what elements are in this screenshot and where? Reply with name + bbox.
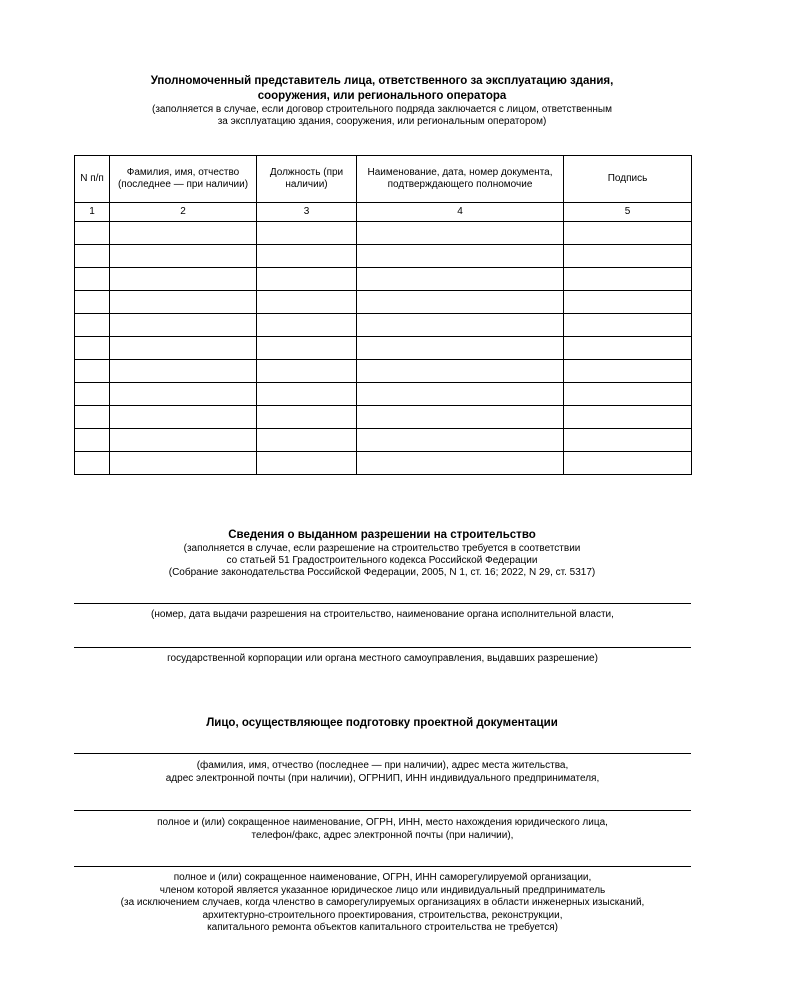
designer-caption-1 (74, 760, 691, 785)
representatives-table (74, 155, 692, 475)
col-number-2: 2 (110, 203, 257, 222)
designer-caption-3-line1: полное и (или) сокращенное наименование, ОГРН, ИНН саморегулируемой организации, (173, 872, 592, 883)
table-cell[interactable] (357, 245, 564, 268)
table-cell[interactable] (357, 452, 564, 475)
table-cell[interactable] (564, 360, 692, 383)
table-cell[interactable] (357, 406, 564, 429)
table-cell[interactable] (110, 245, 257, 268)
col-number-5: 5 (564, 203, 692, 222)
table-cell[interactable] (75, 383, 110, 406)
table-numbering-row (75, 203, 692, 222)
permit-fill-line-2[interactable] (74, 647, 691, 648)
table-cell[interactable] (357, 268, 564, 291)
designer-caption-3-line4: архитектурно-строительного проектирования, строительства, реконструкции, (202, 909, 563, 921)
table-row (75, 452, 692, 475)
table-cell[interactable] (257, 452, 357, 475)
table-cell[interactable] (564, 429, 692, 452)
permit-caption-1: (номер, дата выдачи разрешения на строительство, наименование органа исполнительной власти, (151, 609, 614, 620)
representative-note-line1: (заполняется в случае, если договор строительного подряда заключается с лицом, ответственным (152, 104, 612, 115)
designer-section-header (74, 716, 690, 731)
table-row (75, 360, 692, 383)
col-header-full-name: Фамилия, имя, отчество (последнее — при наличии) (110, 156, 257, 203)
table-row (75, 291, 692, 314)
table-cell[interactable] (257, 337, 357, 360)
designer-caption-3-line2: членом которой является указанное юридическое лицо или индивидуальный предприниматель (159, 884, 606, 896)
table-cell[interactable] (110, 314, 257, 337)
designer-caption-2-line2: телефон/факс, адрес электронной почты (при наличии), (251, 829, 514, 841)
col-number-1: 1 (75, 203, 110, 222)
table-cell[interactable] (257, 383, 357, 406)
col-header-authority-document: Наименование, дата, номер документа, подтверждающего полномочие (357, 156, 564, 203)
table-cell[interactable] (564, 314, 692, 337)
table-cell[interactable] (75, 268, 110, 291)
designer-fill-line-2[interactable] (74, 810, 691, 811)
table-row (75, 406, 692, 429)
designer-caption-3-line3: (за исключением случаев, когда членство в саморегулируемых организациях в области инженерных изысканий, (120, 897, 645, 908)
table-cell[interactable] (257, 245, 357, 268)
designer-caption-2 (74, 817, 691, 842)
table-cell[interactable] (257, 406, 357, 429)
table-cell[interactable] (564, 452, 692, 475)
table-cell[interactable] (357, 383, 564, 406)
table-cell[interactable] (75, 406, 110, 429)
table-cell[interactable] (110, 360, 257, 383)
representative-title-line1: Уполномоченный представитель лица, ответственного за эксплуатацию здания, (150, 75, 614, 87)
table-row (75, 222, 692, 245)
designer-caption-2-line1: полное и (или) сокращенное наименование, ОГРН, ИНН, место нахождения юридического лица, (157, 817, 608, 828)
table-row (75, 245, 692, 268)
table-cell[interactable] (564, 245, 692, 268)
table-cell[interactable] (257, 360, 357, 383)
table-cell[interactable] (110, 429, 257, 452)
table-cell[interactable] (110, 337, 257, 360)
table-row (75, 314, 692, 337)
table-row (75, 383, 692, 406)
representative-note-line2: за эксплуатацию здания, сооружения, или региональным оператором) (217, 116, 547, 127)
col-header-position: Должность (при наличии) (257, 156, 357, 203)
table-cell[interactable] (75, 291, 110, 314)
table-cell[interactable] (357, 222, 564, 245)
table-cell[interactable] (110, 222, 257, 245)
table-cell[interactable] (75, 314, 110, 337)
table-cell[interactable] (564, 291, 692, 314)
table-cell[interactable] (564, 268, 692, 291)
representative-section-header (74, 74, 690, 128)
table-cell[interactable] (357, 314, 564, 337)
table-cell[interactable] (110, 406, 257, 429)
table-cell[interactable] (110, 383, 257, 406)
permit-note-line3: (Собрание законодательства Российской Федерации, 2005, N 1, ст. 16; 2022, N 29, ст. 5317) (168, 567, 596, 578)
permit-title: Сведения о выданном разрешении на строительство (228, 529, 536, 541)
designer-fill-line-3[interactable] (74, 866, 691, 867)
table-cell[interactable] (564, 222, 692, 245)
designer-caption-1-line1: (фамилия, имя, отчество (последнее — при наличии), адрес места жительства, (196, 760, 569, 771)
table-cell[interactable] (75, 222, 110, 245)
col-number-4: 4 (357, 203, 564, 222)
permit-note-line1: (заполняется в случае, если разрешение на строительство требуется в соответствии (183, 543, 581, 554)
table-row (75, 268, 692, 291)
designer-caption-3-line5: капитального ремонта объектов капитального строительства не требуется) (207, 922, 558, 933)
table-cell[interactable] (110, 452, 257, 475)
table-cell[interactable] (75, 245, 110, 268)
table-cell[interactable] (75, 337, 110, 360)
table-cell[interactable] (257, 222, 357, 245)
table-cell[interactable] (257, 291, 357, 314)
table-header-row (75, 156, 692, 203)
table-row (75, 429, 692, 452)
table-cell[interactable] (110, 291, 257, 314)
permit-fill-line-1[interactable] (74, 603, 691, 604)
table-cell[interactable] (357, 291, 564, 314)
table-cell[interactable] (357, 429, 564, 452)
representative-title-line2: сооружения, или регионального оператора (257, 90, 507, 102)
table-cell[interactable] (564, 406, 692, 429)
table-cell[interactable] (110, 268, 257, 291)
table-cell[interactable] (357, 337, 564, 360)
table-cell[interactable] (564, 383, 692, 406)
table-row (75, 337, 692, 360)
col-number-3: 3 (257, 203, 357, 222)
table-cell[interactable] (75, 452, 110, 475)
table-cell[interactable] (257, 314, 357, 337)
table-cell[interactable] (257, 268, 357, 291)
table-cell[interactable] (564, 337, 692, 360)
table-cell[interactable] (257, 429, 357, 452)
designer-title: Лицо, осуществляющее подготовку проектной документации (206, 717, 558, 729)
designer-caption-3 (74, 872, 691, 935)
col-header-signature: Подпись (564, 156, 692, 203)
designer-fill-line-1[interactable] (74, 753, 691, 754)
permit-section-header (74, 528, 690, 579)
permit-note-line2: со статьей 51 Градостроительного кодекса Российской Федерации (226, 555, 538, 566)
permit-caption-2: государственной корпорации или органа местного самоуправления, выдавших разрешение) (167, 653, 598, 664)
table-cell[interactable] (75, 360, 110, 383)
table-cell[interactable] (357, 360, 564, 383)
col-header-number: N п/п (75, 156, 110, 203)
designer-caption-1-line2: адрес электронной почты (при наличии), ОГРНИП, ИНН индивидуального предпринимателя, (165, 772, 600, 784)
table-cell[interactable] (75, 429, 110, 452)
